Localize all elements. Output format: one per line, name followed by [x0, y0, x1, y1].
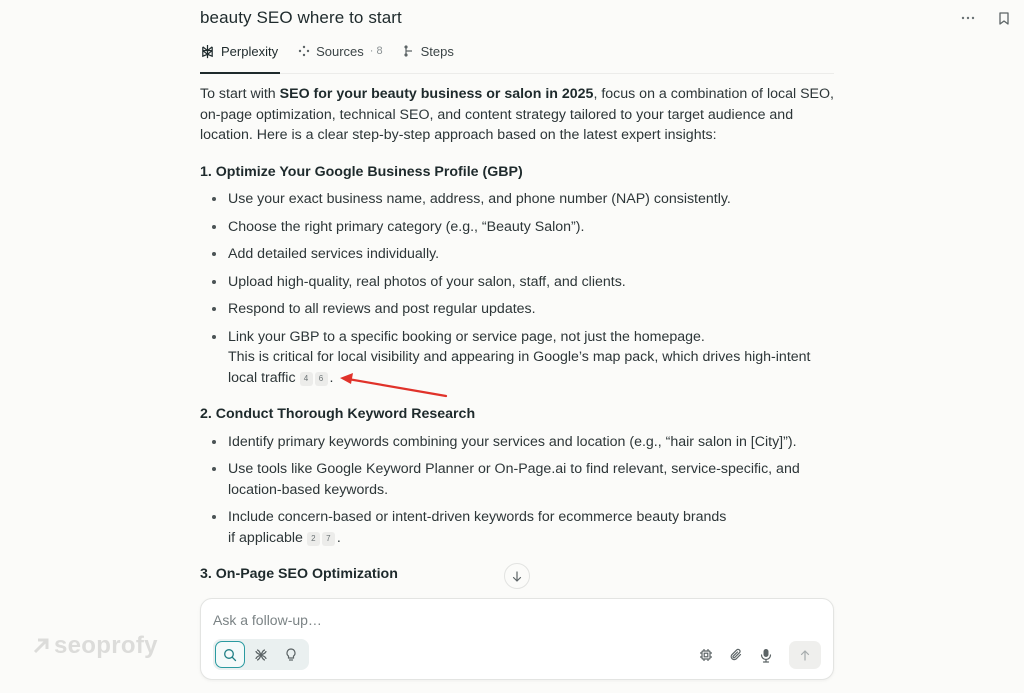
citation-badge[interactable]: 2 [307, 532, 320, 546]
citation-badge[interactable]: 7 [322, 532, 335, 546]
top-actions [958, 8, 1014, 28]
answer-content [200, 84, 834, 585]
paperclip-icon [729, 648, 743, 662]
follow-up-composer [200, 598, 834, 680]
watermark [32, 632, 158, 660]
research-mode-button[interactable] [246, 641, 276, 668]
bullet-list [200, 189, 834, 388]
bullet-list [200, 432, 834, 549]
section-heading: 1. Optimize Your Google Business Profile (GBP) [200, 163, 523, 180]
tab-label: Steps [420, 43, 454, 59]
more-options-button[interactable] [958, 8, 978, 28]
answer-tabs [200, 40, 834, 74]
perplexity-logo-icon [200, 44, 215, 59]
list-item: Add detailed services individually. [200, 244, 834, 265]
list-item: Include concern-based or intent-driven keywords for ecommerce beauty brands if applicable 2 7 . [200, 507, 834, 548]
list-item: Use tools like Google Keyword Planner or On-Page.ai to find relevant, service-specific, and location-based keywords. [200, 459, 834, 500]
labs-mode-button[interactable] [276, 641, 306, 668]
search-mode-toggle [213, 639, 309, 670]
chip-icon [699, 648, 713, 662]
arrow-up-icon [800, 650, 810, 661]
answer-intro: To start with SEO for your beauty business or salon in 2025, focus on a combination of local SEO, on-page optimization, technical SEO, and content strategy tailored to your target audience and location. Here is a clear step-by-step approach based on the latest expert insights: [200, 86, 834, 143]
tab-steps[interactable] [403, 40, 454, 62]
arrow-down-icon [512, 571, 522, 582]
section-heading: 3. On-Page SEO Optimization [200, 566, 398, 582]
list-item: Choose the right primary category (e.g., “Beauty Salon”). [200, 217, 834, 238]
tab-perplexity[interactable] [200, 40, 278, 62]
ellipsis-icon [961, 16, 975, 20]
list-item: Identify primary keywords combining your services and location (e.g., “hair salon in [City]”). [200, 432, 834, 453]
arrow-up-right-icon [32, 637, 50, 655]
research-icon [254, 648, 268, 662]
bookmark-button[interactable] [994, 8, 1014, 28]
tab-sources[interactable] [298, 40, 383, 62]
citation-badge[interactable]: 4 [300, 372, 313, 386]
attach-button[interactable] [721, 641, 751, 669]
search-mode-button[interactable] [215, 641, 245, 668]
scroll-down-button[interactable] [504, 563, 530, 589]
page-title: beauty SEO where to start [200, 8, 402, 27]
voice-button[interactable] [751, 641, 781, 669]
list-item: Respond to all reviews and post regular updates. [200, 299, 834, 320]
composer-tools [691, 641, 821, 669]
tab-label: Sources [316, 43, 364, 59]
tab-label: Perplexity [221, 43, 279, 59]
search-icon [223, 648, 237, 662]
sources-icon [298, 45, 310, 57]
list-item: Use your exact business name, address, and phone number (NAP) consistently. [200, 189, 834, 210]
list-item: Upload high-quality, real photos of your salon, staff, and clients. [200, 272, 834, 293]
watermark-text: seoprofy [54, 632, 158, 659]
bookmark-icon [999, 12, 1009, 25]
section-heading: 2. Conduct Thorough Keyword Research [200, 406, 476, 422]
list-item: Link your GBP to a specific booking or service page, not just the homepage. This is critical for local visibility and appearing in Google’s map pack, which drives high-intent local traffic 4 6 . [200, 327, 834, 389]
citation-badge[interactable]: 6 [315, 372, 328, 386]
follow-up-input[interactable] [213, 609, 773, 631]
sources-count: · 8 [369, 45, 383, 57]
submit-button[interactable] [789, 641, 821, 669]
red-arrow-annotation [338, 370, 450, 400]
model-select-button[interactable] [691, 641, 721, 669]
steps-icon [403, 45, 415, 57]
microphone-icon [760, 648, 772, 663]
lightbulb-icon [285, 648, 297, 662]
